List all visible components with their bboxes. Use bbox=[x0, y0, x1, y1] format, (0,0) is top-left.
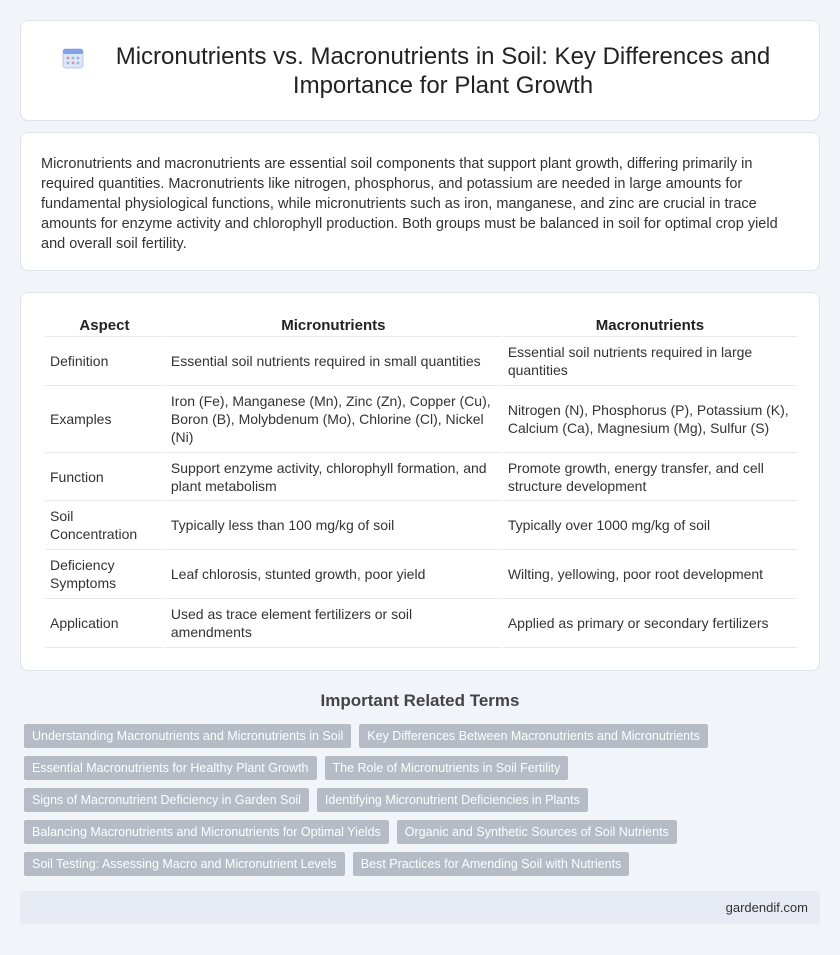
tag-row bbox=[24, 788, 820, 812]
cell-aspect: Examples bbox=[45, 386, 164, 453]
cell-aspect: Soil Concentration bbox=[45, 501, 164, 550]
calendar-icon bbox=[61, 46, 85, 70]
cell-micro: Support enzyme activity, chlorophyll formation, and plant metabolism bbox=[166, 453, 501, 501]
related-terms-title: Important Related Terms bbox=[320, 691, 520, 710]
tag-row bbox=[24, 820, 820, 844]
related-terms-section bbox=[20, 690, 820, 884]
table-header-row bbox=[45, 313, 797, 337]
comparison-table bbox=[43, 313, 799, 648]
cell-aspect: Definition bbox=[45, 337, 164, 386]
header-aspect: Aspect bbox=[45, 313, 164, 337]
related-tag-link[interactable]: Soil Testing: Assessing Macro and Micronutrient Levels bbox=[24, 852, 345, 876]
comparison-table-card bbox=[20, 292, 820, 671]
tag-row bbox=[24, 756, 820, 780]
cell-macro: Nitrogen (N), Phosphorus (P), Potassium (K), Calcium (Ca), Magnesium (Mg), Sulfur (S) bbox=[503, 386, 797, 453]
tag-row bbox=[24, 724, 820, 748]
table-row bbox=[45, 501, 797, 550]
related-tag-link[interactable]: Signs of Macronutrient Deficiency in Garden Soil bbox=[24, 788, 309, 812]
cell-aspect: Function bbox=[45, 453, 164, 501]
related-tag-link[interactable]: Organic and Synthetic Sources of Soil Nutrients bbox=[397, 820, 677, 844]
table-row bbox=[45, 550, 797, 599]
cell-aspect: Application bbox=[45, 599, 164, 648]
cell-micro: Typically less than 100 mg/kg of soil bbox=[166, 501, 501, 550]
header-inner bbox=[21, 21, 819, 120]
cell-macro: Promote growth, energy transfer, and cell structure development bbox=[503, 453, 797, 501]
related-tag-link[interactable]: Best Practices for Amending Soil with Nutrients bbox=[353, 852, 630, 876]
cell-micro: Iron (Fe), Manganese (Mn), Zinc (Zn), Copper (Cu), Boron (B), Molybdenum (Mo), Chlorine (Cl), Nickel (Ni) bbox=[166, 386, 501, 453]
related-tag-link[interactable]: Essential Macronutrients for Healthy Plant Growth bbox=[24, 756, 317, 780]
table-row bbox=[45, 337, 797, 386]
cell-macro: Applied as primary or secondary fertilizers bbox=[503, 599, 797, 648]
tag-row bbox=[24, 852, 820, 876]
cell-macro: Essential soil nutrients required in large quantities bbox=[503, 337, 797, 386]
page-title: Micronutrients vs. Macronutrients in Soil: Key Differences and Importance for Plant Growth bbox=[115, 42, 771, 99]
header-card bbox=[20, 20, 820, 121]
cell-micro: Used as trace element fertilizers or soil amendments bbox=[166, 599, 501, 648]
related-tag-link[interactable]: Identifying Micronutrient Deficiencies in Plants bbox=[317, 788, 588, 812]
table-row bbox=[45, 599, 797, 648]
header-macronutrients: Macronutrients bbox=[503, 313, 797, 337]
header-micronutrients: Micronutrients bbox=[166, 313, 501, 337]
table-row bbox=[45, 453, 797, 501]
footer bbox=[20, 891, 820, 924]
intro-text: Micronutrients and macronutrients are essential soil components that support plant growth, differing primarily in required quantities. Macronutrients like nitrogen, phosphorus, and potassium are needed in large amounts for fundamental physiological functions, while micronutrients such as iron, manganese, and zinc are crucial in trace amounts for enzyme activity and chlorophyll production. Both groups must be balanced in soil for optimal crop yield and overall soil fertility. bbox=[41, 156, 778, 252]
related-tag-link[interactable]: Balancing Macronutrients and Micronutrients for Optimal Yields bbox=[24, 820, 389, 844]
cell-macro: Typically over 1000 mg/kg of soil bbox=[503, 501, 797, 550]
intro-card bbox=[20, 132, 820, 271]
cell-micro: Leaf chlorosis, stunted growth, poor yield bbox=[166, 550, 501, 599]
cell-aspect: Deficiency Symptoms bbox=[45, 550, 164, 599]
footer-site-link[interactable]: gardendif.com bbox=[725, 900, 808, 915]
cell-macro: Wilting, yellowing, poor root development bbox=[503, 550, 797, 599]
related-tag-link[interactable]: The Role of Micronutrients in Soil Fertility bbox=[325, 756, 569, 780]
cell-micro: Essential soil nutrients required in small quantities bbox=[166, 337, 501, 386]
table-row bbox=[45, 386, 797, 453]
related-tags bbox=[20, 724, 820, 876]
related-tag-link[interactable]: Key Differences Between Macronutrients and Micronutrients bbox=[359, 724, 708, 748]
related-tag-link[interactable]: Understanding Macronutrients and Micronutrients in Soil bbox=[24, 724, 351, 748]
